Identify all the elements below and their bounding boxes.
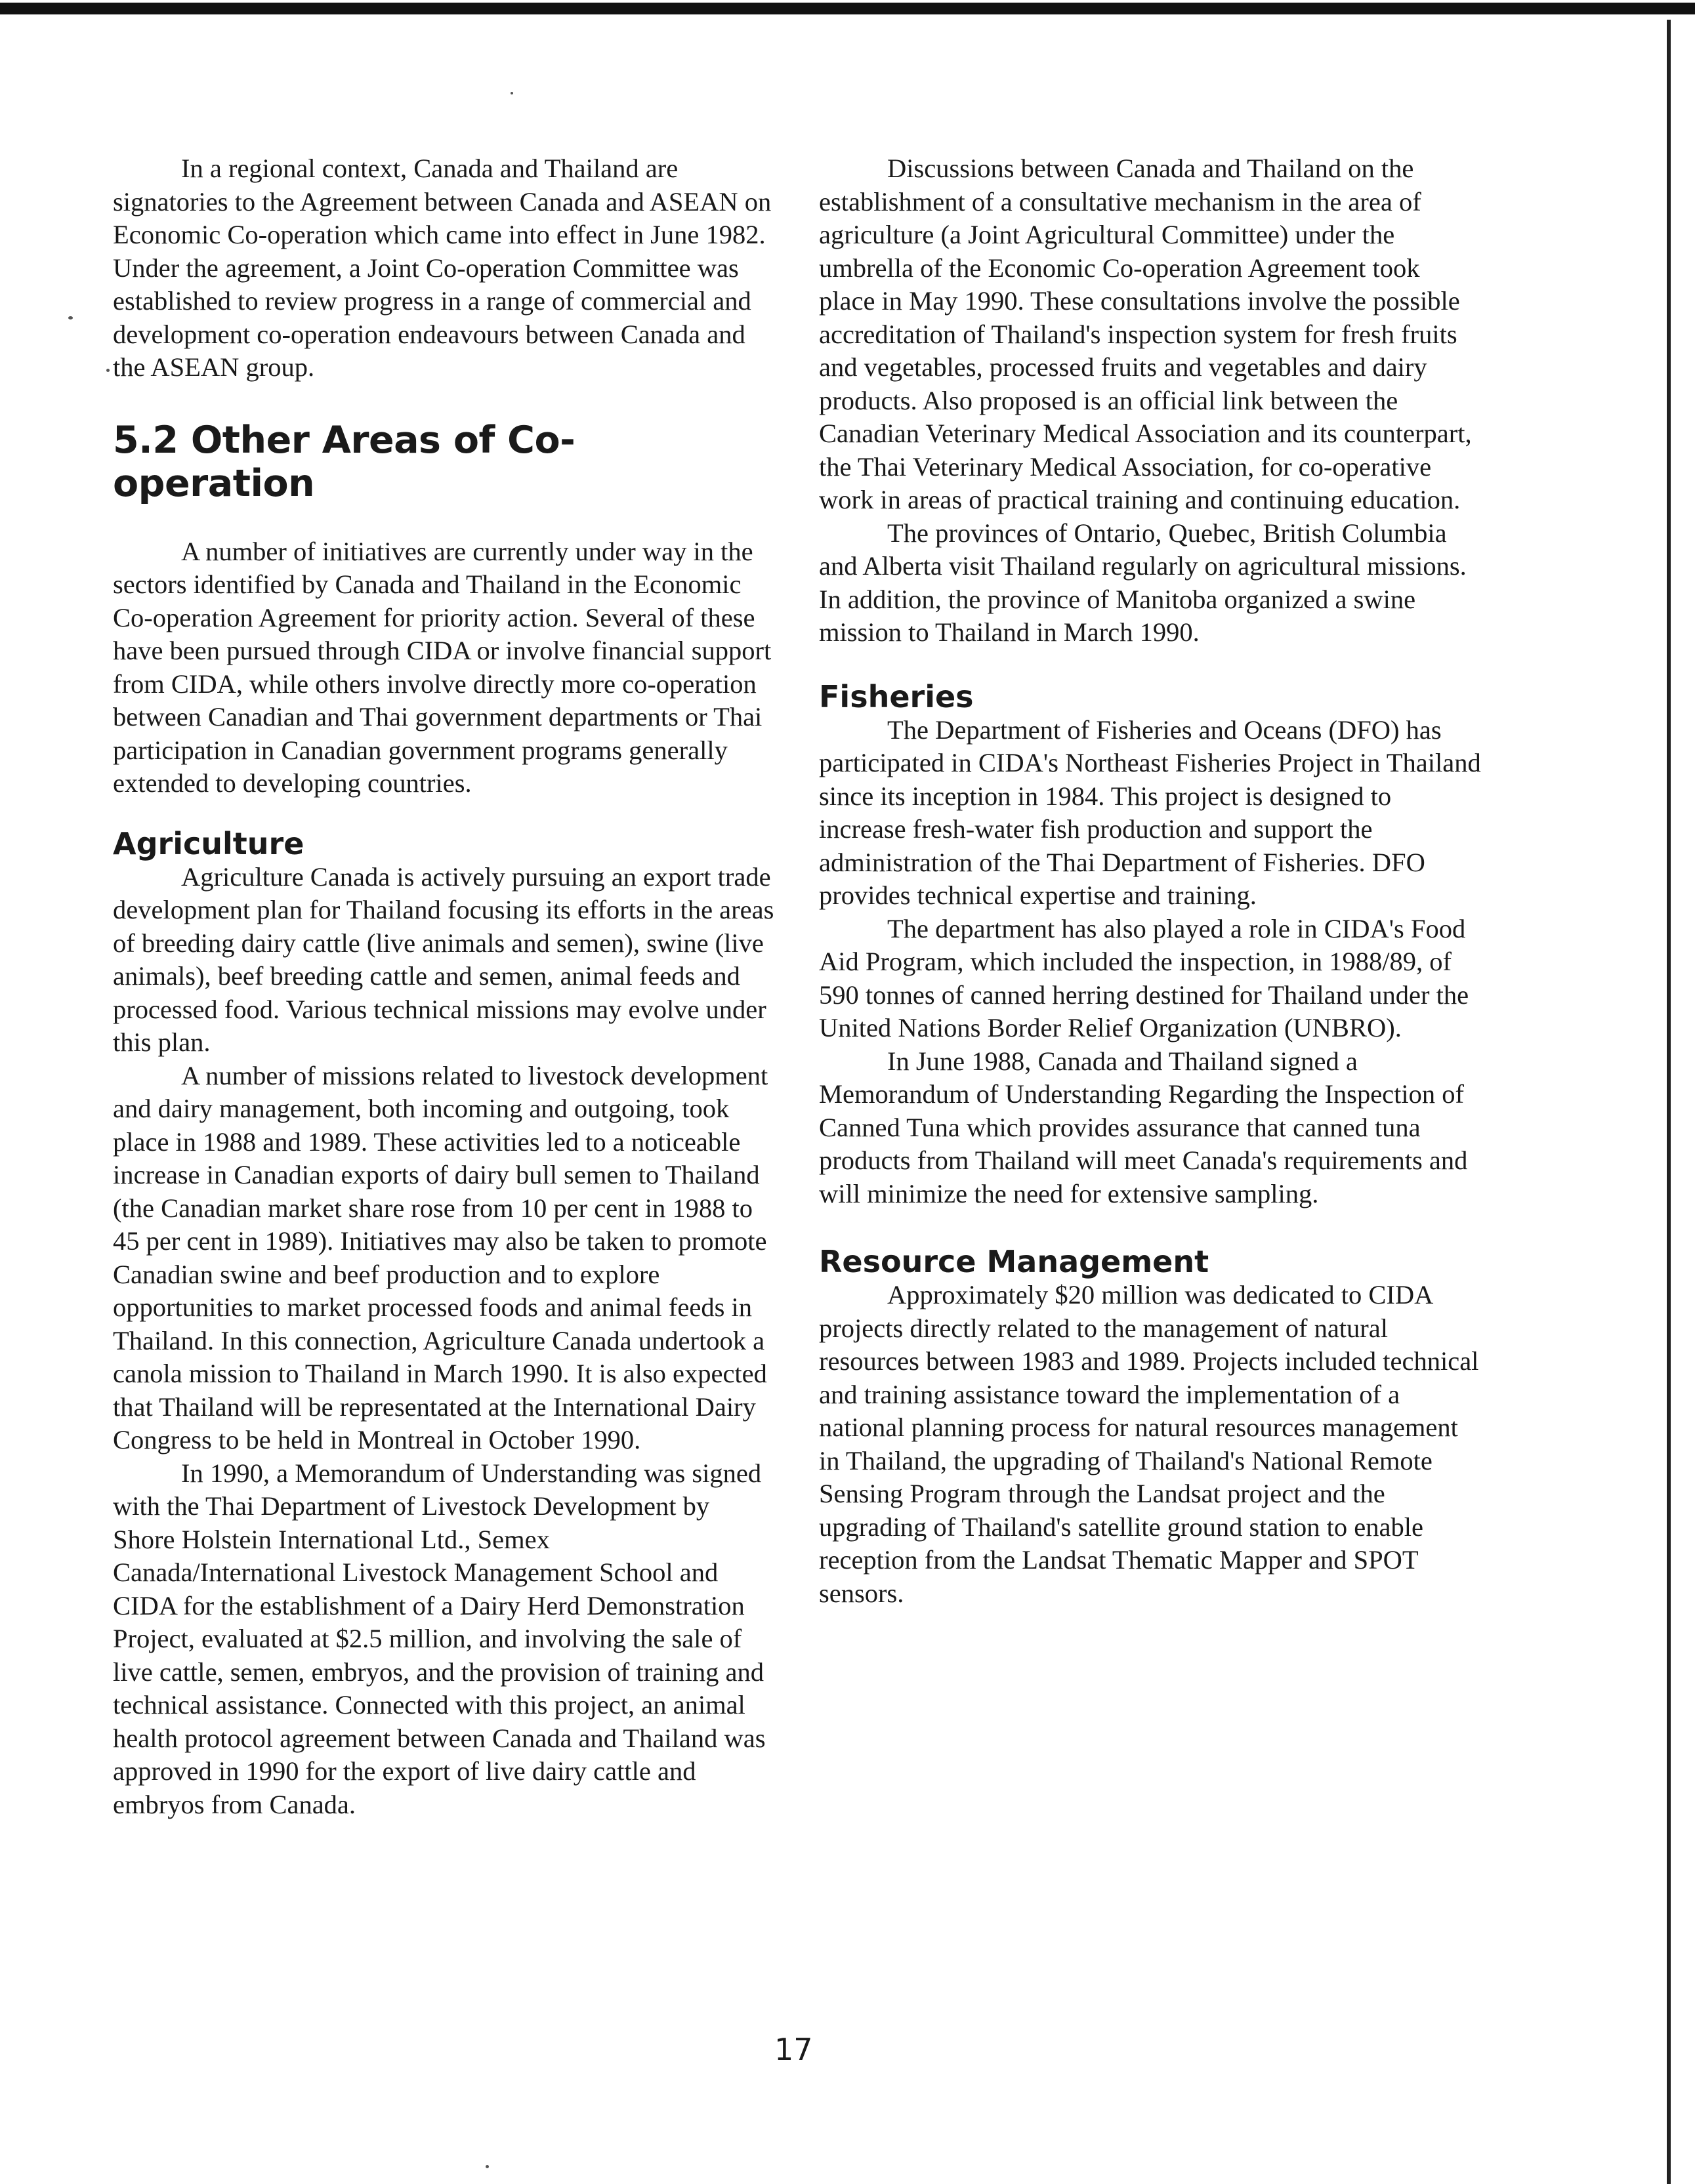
fisheries-heading: Fisheries: [819, 678, 974, 714]
scan-speck: [511, 92, 513, 94]
page-number: 17: [774, 2032, 813, 2067]
agriculture-heading: Agriculture: [113, 825, 304, 861]
right-border-rule: [1667, 20, 1671, 2184]
section-title: 5.2 Other Areas of Co-operation: [113, 418, 575, 505]
paragraph-regional-context: In a regional context, Canada and Thailand are signatories to the Agreement between Canada and ASEAN on Economic Co-operation which came into effect in June 1982. Under the agreement, a Joint Co-operation Committee was established to review progress in a range of commercial and development co-operation endeavours between Canada and the ASEAN group.: [113, 154, 772, 382]
paragraph-discussions: Discussions between Canada and Thailand on the establishment of a consultative mechanism in the area of agriculture (a Joint Agricultural Committee) under the umbrella of the Economic Co-operation Agreement took place in May 1990. These consultations involve the possible accreditation of Thailand's inspection system for fresh fruits and vegetables, processed fruits and vegetables and dairy products. Also proposed is an official link between the Canadian Veterinary Medical Association and its counterpart, the Thai Veterinary Medical Association, for co-operative work in areas of practical training and continuing education.: [819, 154, 1472, 514]
paragraph-provinces: The provinces of Ontario, Quebec, British Columbia and Alberta visit Thailand regularly on agricultural missions. In addition, the province of Manitoba organized a swine mission to Thailand in March 1990.: [819, 518, 1467, 647]
scan-speck: [486, 2165, 489, 2168]
scan-speck: [106, 369, 110, 372]
paragraph-initiatives: A number of initiatives are currently under way in the sectors identified by Canada and Thailand in the Economic Co-operation Agreement for priority action. Several of these have been pursued through CIDA or involve financial support from CIDA, while others involve directly more co-operation between Canadian and Thai government departments or Thai participation in Canadian government programs generally extended to developing countries.: [113, 536, 772, 798]
paragraph-resource-management: Approximately $20 million was dedicated to CIDA projects directly related to the management of natural resources between 1983 and 1989. Projects included technical and training assistance toward the implementation of a national planning process for natural resources management in Thailand, the upgrading of Thailand's National Remote Sensing Program through the Landsat project and the upgrading of Thailand's satellite ground station to enable reception from the Landsat Thematic Mapper and SPOT sensors.: [819, 1280, 1479, 1608]
paragraph-fisheries-tuna: In June 1988, Canada and Thailand signed a Memorandum of Understanding Regarding the Inspection of Canned Tuna which provides assurance that canned tuna products from Thailand will meet Canada's requirements and will minimize the need for extensive sampling.: [819, 1046, 1468, 1208]
top-border-rule: [0, 3, 1695, 14]
resource-management-heading: Resource Management: [819, 1244, 1209, 1279]
paragraph-agriculture-memorandum: In 1990, a Memorandum of Understanding was signed with the Thai Department of Livestock Development by Shore Holstein International Ltd., Semex Canada/International Livestock Management School and CIDA for the establishment of a Dairy Herd Demonstration Project, evaluated at $2.5 million, and involving the sale of live cattle, semen, embryos, and the provision of training and technical assistance. Connected with this project, an animal health protocol agreement between Canada and Thailand was approved in 1990 for the export of live dairy cattle and embryos from Canada.: [113, 1458, 766, 1819]
paragraph-agriculture-export: Agriculture Canada is actively pursuing an export trade development plan for Thailand focusing its efforts in the areas of breeding dairy cattle (live animals and semen), swine (live animals), beef breeding cattle and semen, animal feeds and processed food. Various technical missions may evolve under this plan.: [113, 861, 774, 1057]
paragraph-fisheries-food-aid: The department has also played a role in CIDA's Food Aid Program, which included the inspection, in 1988/89, of 590 tonnes of canned herring destined for Thailand under the United Nations Border Relief Organization (UNBRO).: [819, 913, 1469, 1042]
left-column: [113, 152, 776, 1821]
paragraph-fisheries-dfo: The Department of Fisheries and Oceans (DFO) has participated in CIDA's Northeast Fisheries Project in Thailand since its inception in 1984. This project is designed to increase fresh-water fish production and support the administration of the Thai Department of Fisheries. DFO provides technical expertise and training.: [819, 714, 1481, 910]
scan-speck: [68, 316, 73, 319]
right-column: [819, 152, 1482, 1610]
paragraph-agriculture-missions: A number of missions related to livestock development and dairy management, both incoming and outgoing, took place in 1988 and 1989. These activities led to a noticeable increase in Canadian exports of dairy bull semen to Thailand (the Canadian market share rose from 10 per cent in 1988 to 45 per cent in 1989). Initiatives may also be taken to promote Canadian swine and beef production and to explore opportunities to market processed foods and animal feeds in Thailand. In this connection, Agriculture Canada undertook a canola mission to Thailand in March 1990. It is also expected that Thailand will be representated at the International Dairy Congress to be held in Montreal in October 1990.: [113, 1060, 768, 1454]
